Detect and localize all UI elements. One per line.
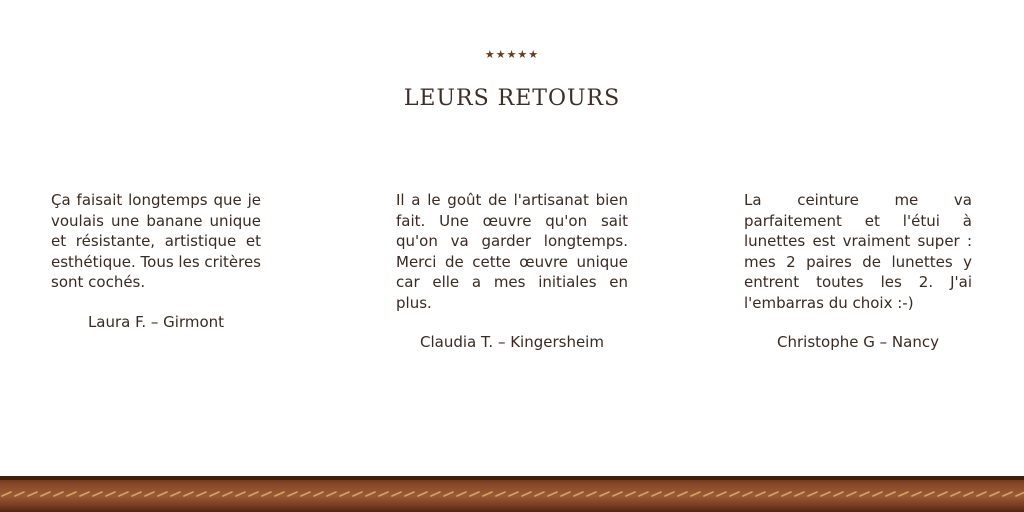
stitch-mark (925, 492, 934, 496)
stitch-mark (444, 492, 453, 496)
section-title: LEURS RETOURS (403, 86, 621, 111)
stitch-mark (145, 492, 154, 496)
stitch-mark (847, 492, 856, 496)
stitch-line (0, 490, 1024, 498)
stitch-mark (535, 492, 544, 496)
stitch-mark (522, 492, 531, 496)
stitch-mark (262, 492, 271, 496)
stitch-mark (470, 492, 479, 496)
leather-edge (0, 476, 1024, 480)
stitch-mark (158, 492, 167, 496)
stitch-mark (652, 492, 661, 496)
testimonial-quote: Il a le goût de l'artisanat bien fait. Une œuvre qu'on sait qu'on va garder longtemps. Merci de cette œuvre unique car elle a mes initiales en plus. (396, 191, 628, 312)
stitch-mark (821, 492, 830, 496)
stitch-mark (15, 492, 24, 496)
stitch-mark (613, 492, 622, 496)
stitch-mark (418, 492, 427, 496)
stitch-mark (93, 492, 102, 496)
stitch-mark (860, 492, 869, 496)
stitch-mark (288, 492, 297, 496)
stitch-mark (119, 492, 128, 496)
stitch-mark (327, 492, 336, 496)
stitch-mark (28, 492, 37, 496)
stitch-mark (340, 492, 349, 496)
stitch-mark (626, 492, 635, 496)
stitch-mark (210, 492, 219, 496)
stitch-mark (899, 492, 908, 496)
stitch-mark (574, 492, 583, 496)
stitch-mark (691, 492, 700, 496)
stitch-mark (249, 492, 258, 496)
stitch-mark (223, 492, 232, 496)
stitch-mark (1003, 492, 1012, 496)
stitch-mark (1016, 492, 1024, 496)
stitch-mark (496, 492, 505, 496)
stitch-mark (197, 492, 206, 496)
stitch-mark (678, 492, 687, 496)
testimonial-card (396, 190, 628, 351)
stitch-mark (743, 492, 752, 496)
testimonial-card (744, 190, 972, 351)
stitch-mark (41, 492, 50, 496)
stitch-mark (132, 492, 141, 496)
stitch-mark (795, 492, 804, 496)
stitch-mark (236, 492, 245, 496)
stitch-mark (431, 492, 440, 496)
stitch-mark (951, 492, 960, 496)
stitch-mark (171, 492, 180, 496)
stitch-mark (106, 492, 115, 496)
stitch-mark (80, 492, 89, 496)
testimonial-card (51, 190, 261, 331)
stitch-mark (54, 492, 63, 496)
stitch-mark (964, 492, 973, 496)
stitch-mark (379, 492, 388, 496)
stitch-mark (314, 492, 323, 496)
stitch-mark (509, 492, 518, 496)
stitch-mark (782, 492, 791, 496)
stitch-mark (67, 492, 76, 496)
stitch-mark (769, 492, 778, 496)
stitch-mark (587, 492, 596, 496)
stitch-mark (717, 492, 726, 496)
testimonial-author: Christophe G – Nancy (777, 333, 939, 351)
stitch-mark (912, 492, 921, 496)
stitch-mark (405, 492, 414, 496)
stitch-mark (639, 492, 648, 496)
stitch-mark (483, 492, 492, 496)
stitch-mark (353, 492, 362, 496)
rating-stars: ★★★★★ (484, 48, 540, 61)
stitch-mark (184, 492, 193, 496)
stitch-mark (977, 492, 986, 496)
stitch-mark (990, 492, 999, 496)
stitch-mark (756, 492, 765, 496)
stitch-mark (366, 492, 375, 496)
testimonial-author: Laura F. – Girmont (87, 312, 225, 331)
stitch-mark (301, 492, 310, 496)
testimonial-quote: La ceinture me va parfaitement et l'étui à lunettes est vraiment super : mes 2 paires de lunettes y entrent toutes les 2. J'ai l'embarras du choix :-) (744, 191, 972, 312)
leather-stitch-banner (0, 476, 1024, 512)
stitch-mark (808, 492, 817, 496)
stitch-mark (938, 492, 947, 496)
stitch-mark (548, 492, 557, 496)
stitch-mark (834, 492, 843, 496)
stitch-mark (704, 492, 713, 496)
stitch-mark (886, 492, 895, 496)
stitch-mark (2, 492, 11, 496)
stitch-mark (600, 492, 609, 496)
stitch-mark (275, 492, 284, 496)
stitch-mark (730, 492, 739, 496)
stitch-mark (392, 492, 401, 496)
stitch-mark (873, 492, 882, 496)
stitch-mark (457, 492, 466, 496)
testimonial-author: Claudia T. – Kingersheim (420, 333, 604, 351)
stitch-mark (665, 492, 674, 496)
stitch-mark (561, 492, 570, 496)
testimonial-quote: Ça faisait longtemps que je voulais une banane unique et résistante, artistique et esthétique. Tous les critères sont cochés. (51, 191, 261, 291)
